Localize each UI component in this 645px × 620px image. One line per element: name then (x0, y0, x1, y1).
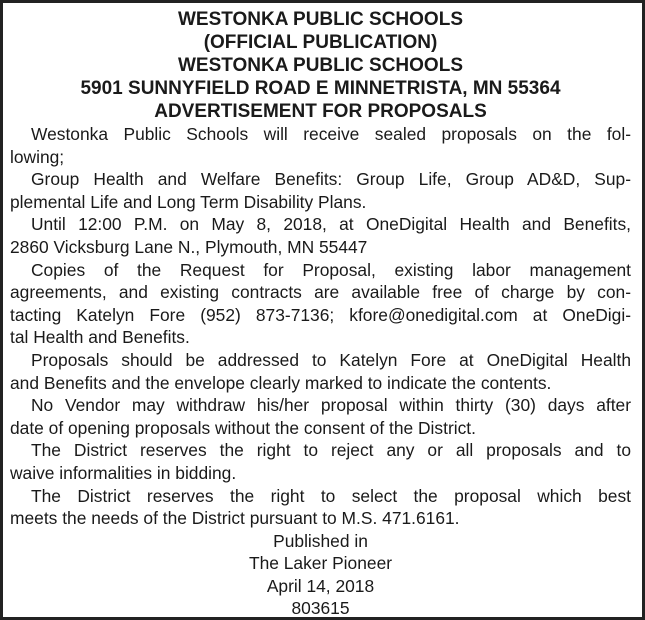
text-line: date of opening proposals without the consent of the District. (10, 417, 476, 438)
heading-line: 5901 SUNNYFIELD ROAD E MINNETRISTA, MN 55364 (80, 78, 561, 99)
notice-body (10, 123, 631, 530)
text-line: tal Health and Benefits. (10, 327, 190, 348)
text-line: agreements, and existing contracts are available free of charge by con- (10, 282, 631, 303)
text-line: waive informalities in bidding. (10, 462, 237, 483)
publication-footer (10, 530, 631, 620)
text-line: tacting Katelyn Fore (952) 873-7136; kfore@onedigital.com at OneDigi- (10, 304, 631, 325)
text-line: and Benefits and the envelope clearly marked to indicate the contents. (10, 372, 552, 393)
text-line: meets the needs of the District pursuant to M.S. 471.6161. (10, 508, 460, 529)
paragraph (10, 123, 631, 168)
text-line: Westonka Public Schools will receive sealed proposals on the fol- (31, 124, 631, 144)
paragraph (10, 439, 631, 484)
paragraph (10, 394, 631, 439)
text-line: Copies of the Request for Proposal, existing labor management (31, 259, 631, 280)
footer-line: Published in (273, 530, 368, 551)
text-line: 2860 Vicksburg Lane N., Plymouth, MN 55447 (10, 236, 368, 257)
footer-line: 803615 (291, 598, 350, 619)
heading-line: ADVERTISEMENT FOR PROPOSALS (154, 101, 487, 122)
text-line: The District reserves the right to select the proposal which best (31, 485, 631, 506)
public-notice (10, 8, 631, 620)
text-line: The District reserves the right to reject any or all proposals and to (31, 440, 631, 461)
footer-line: April 14, 2018 (266, 575, 375, 596)
heading-line: (OFFICIAL PUBLICATION) (203, 32, 438, 53)
paragraph (10, 168, 631, 213)
text-line: Proposals should be addressed to Katelyn Fore at OneDigital Health (31, 349, 631, 370)
heading-line: WESTONKA PUBLIC SCHOOLS (177, 55, 463, 76)
paragraph (10, 213, 631, 258)
heading-line: WESTONKA PUBLIC SCHOOLS (177, 9, 463, 30)
footer-line: The Laker Pioneer (248, 553, 393, 574)
text-line: Group Health and Welfare Benefits: Group Life, Group AD&D, Sup- (31, 169, 631, 190)
text-line: Until 12:00 P.M. on May 8, 2018, at OneDigital Health and Benefits, (31, 214, 631, 235)
text-line: No Vendor may withdraw his/her proposal within thirty (30) days after (31, 395, 631, 416)
text-line: lowing; (10, 146, 65, 167)
text-line: plemental Life and Long Term Disability Plans. (10, 191, 367, 212)
paragraph (10, 485, 631, 530)
notice-headings (10, 8, 631, 123)
paragraph (10, 349, 631, 394)
paragraph (10, 259, 631, 349)
